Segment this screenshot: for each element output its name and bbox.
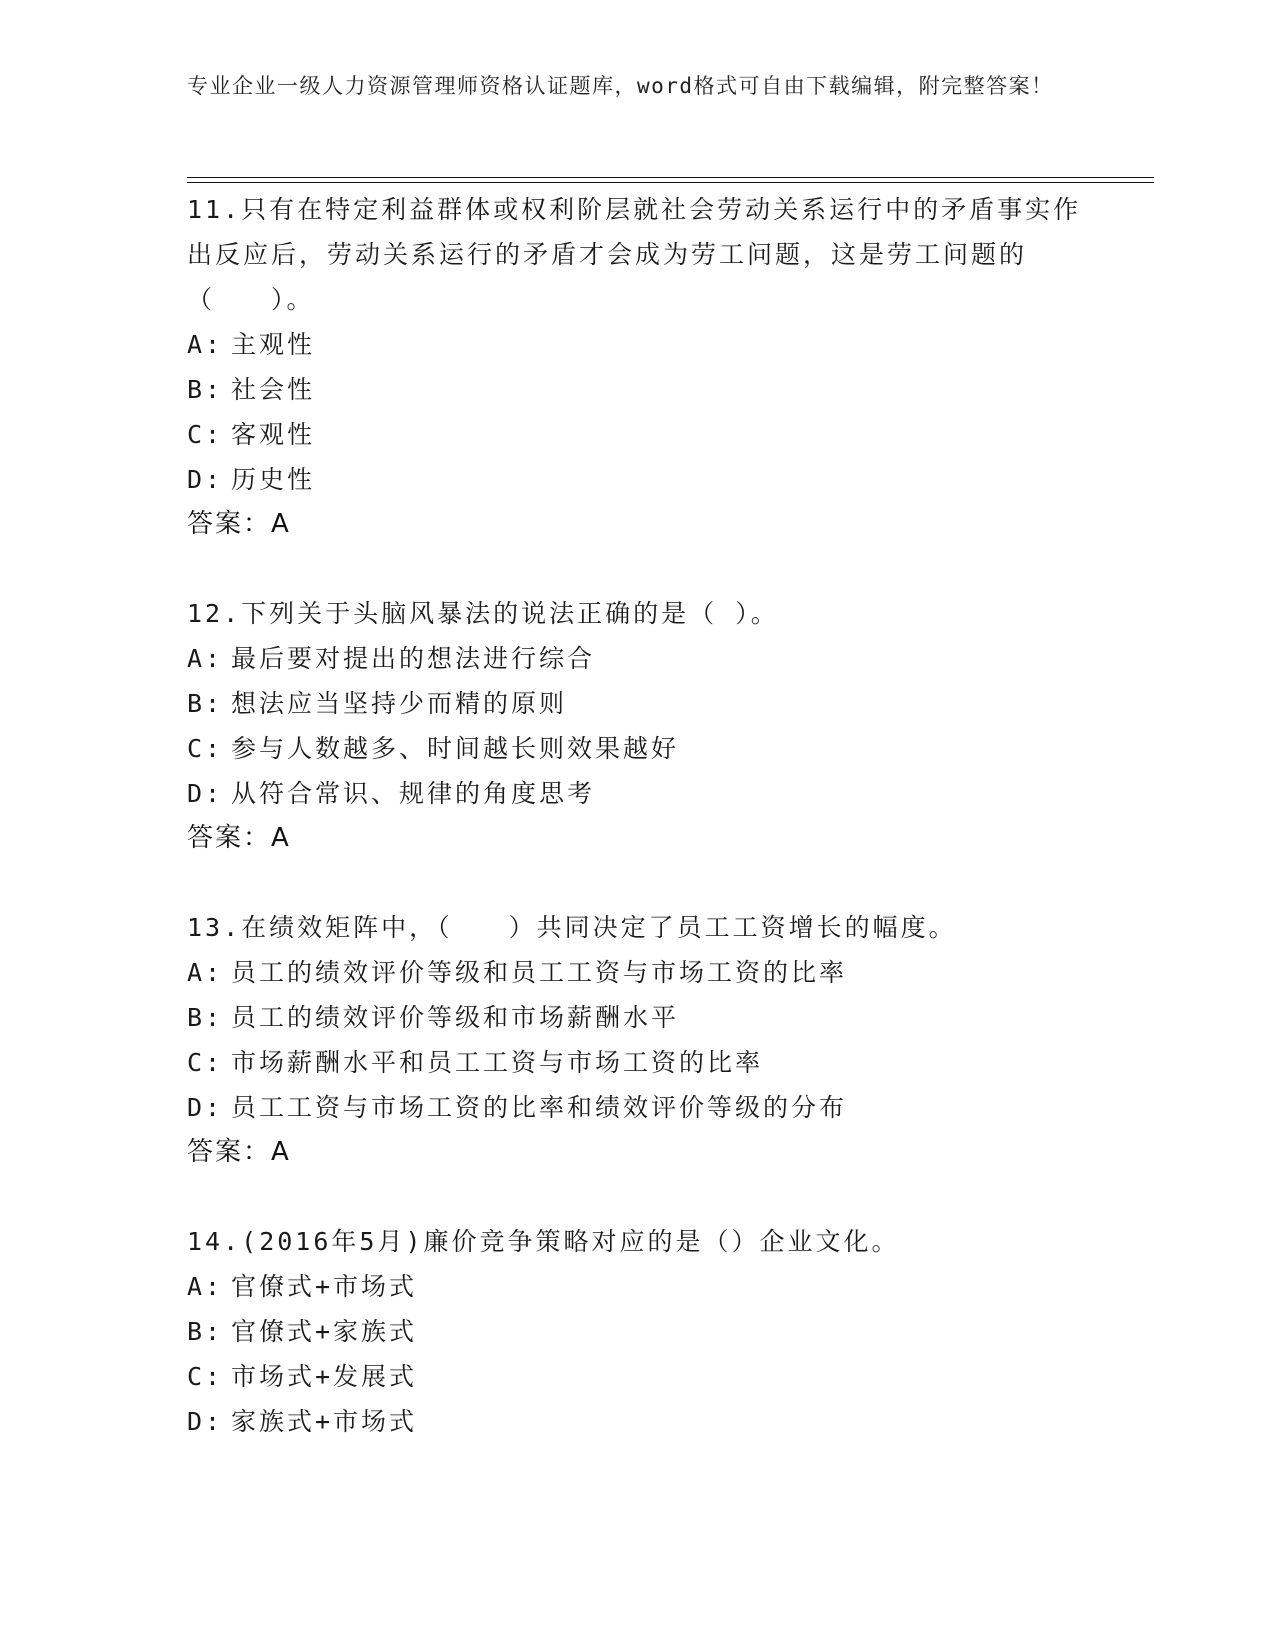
- option-text: 员工的绩效评价等级和市场薪酬水平: [231, 1003, 680, 1032]
- option-text: 主观性: [231, 330, 316, 359]
- option-a: [187, 950, 1087, 995]
- question-14: [187, 1219, 1087, 1444]
- option-key: A:: [187, 644, 224, 673]
- question-12: [187, 591, 1087, 861]
- option-text: 家族式+市场式: [231, 1407, 418, 1436]
- option-text: 历史性: [231, 465, 316, 494]
- option-text: 最后要对提出的想法进行综合: [231, 644, 596, 673]
- answer-line: 答案：A: [187, 823, 291, 853]
- header-divider-bottom: [187, 182, 1154, 183]
- question-13: [187, 905, 1087, 1175]
- option-b: [187, 367, 1087, 412]
- option-key: C:: [187, 1048, 224, 1077]
- option-key: D:: [187, 779, 224, 808]
- option-b: [187, 1309, 1087, 1354]
- option-key: C:: [187, 420, 224, 449]
- option-text: 客观性: [231, 420, 316, 449]
- option-text: 从符合常识、规律的角度思考: [231, 779, 596, 808]
- option-a: [187, 322, 1087, 367]
- option-d: [187, 1085, 1087, 1130]
- option-c: [187, 1354, 1087, 1399]
- option-text: 市场薪酬水平和员工工资与市场工资的比率: [231, 1048, 764, 1077]
- option-key: C:: [187, 734, 224, 763]
- option-text: 参与人数越多、时间越长则效果越好: [231, 734, 680, 763]
- question-stem: 11.只有在特定利益群体或权利阶层就社会劳动关系运行中的矛盾事实作出反应后，劳动关系运行的矛盾才会成为劳工问题，这是劳工问题的（ ）。: [187, 195, 1082, 314]
- option-c: [187, 726, 1087, 771]
- question-list: [187, 187, 1087, 1488]
- option-text: 官僚式+市场式: [231, 1272, 418, 1301]
- option-d: [187, 1399, 1087, 1444]
- option-b: [187, 995, 1087, 1040]
- option-key: D:: [187, 1093, 224, 1122]
- option-key: A:: [187, 958, 224, 987]
- option-text: 社会性: [231, 375, 316, 404]
- option-text: 想法应当坚持少而精的原则: [231, 689, 568, 718]
- document-header: 专业企业一级人力资源管理师资格认证题库，word格式可自由下载编辑，附完整答案！: [187, 74, 1054, 98]
- option-d: [187, 457, 1087, 502]
- question-stem: 12.下列关于头脑风暴法的说法正确的是（ ）。: [187, 599, 779, 628]
- option-text: 市场式+发展式: [231, 1362, 418, 1391]
- option-key: B:: [187, 375, 224, 404]
- option-text: 员工工资与市场工资的比率和绩效评价等级的分布: [231, 1093, 848, 1122]
- option-key: B:: [187, 1317, 224, 1346]
- answer-line: 答案：A: [187, 1137, 291, 1167]
- option-c: [187, 1040, 1087, 1085]
- header-divider-top: [187, 177, 1154, 178]
- option-b: [187, 681, 1087, 726]
- option-key: A:: [187, 1272, 224, 1301]
- option-key: D:: [187, 1407, 224, 1436]
- option-text: 员工的绩效评价等级和员工工资与市场工资的比率: [231, 958, 848, 987]
- option-a: [187, 1264, 1087, 1309]
- option-text: 官僚式+家族式: [231, 1317, 418, 1346]
- question-11: [187, 187, 1087, 547]
- option-key: B:: [187, 689, 224, 718]
- option-key: C:: [187, 1362, 224, 1391]
- option-key: D:: [187, 465, 224, 494]
- answer-line: 答案：A: [187, 509, 291, 539]
- option-a: [187, 636, 1087, 681]
- option-c: [187, 412, 1087, 457]
- question-stem: 14.(2016年5月)廉价竞争策略对应的是（）企业文化。: [187, 1227, 900, 1256]
- option-key: A:: [187, 330, 224, 359]
- question-stem: 13.在绩效矩阵中，（ ）共同决定了员工工资增长的幅度。: [187, 913, 957, 942]
- option-d: [187, 771, 1087, 816]
- option-key: B:: [187, 1003, 224, 1032]
